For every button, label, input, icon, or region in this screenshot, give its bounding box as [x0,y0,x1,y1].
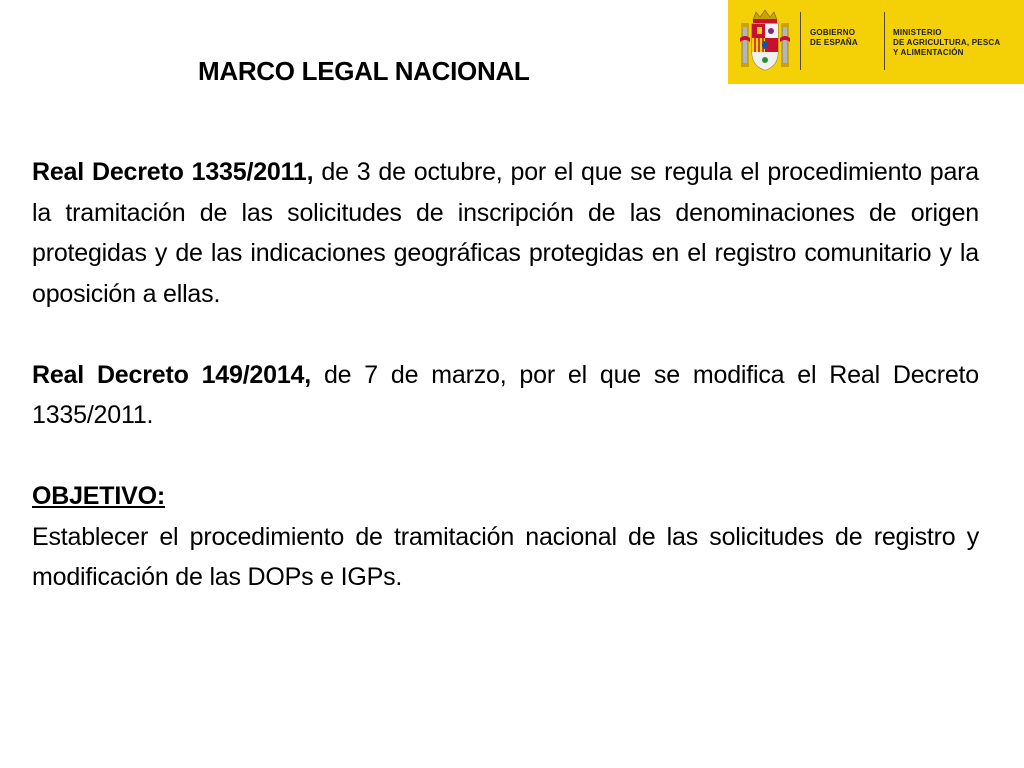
decree-title: Real Decreto 149/2014, [32,360,311,389]
paragraph-spacer [32,436,979,477]
government-logo-banner [728,0,1024,84]
decree-text: de 3 de octubre, por el que se regula el procedimiento para la tramitación de las solicitudes de inscripción de las denominaciones de origen protegidas y de las indicaciones geográficas protegidas en el registro comunitario y la oposición a ellas. [32,158,979,308]
decree-text: de 7 de marzo, por el que se modifica el Real Decreto 1335/2011. [32,360,979,429]
slide-body [32,152,979,598]
decree-paragraph [32,152,979,314]
decree-paragraph [32,355,979,436]
ministry-name: MINISTERIO DE AGRICULTURA, PESCA Y ALIMENTACIÓN [893,28,1001,57]
logo-divider [800,12,801,70]
objective-heading: OBJETIVO: [32,482,165,510]
spanish-coat-of-arms-icon [740,8,790,76]
paragraph-spacer [32,314,979,355]
slide-title: MARCO LEGAL NACIONAL [198,56,530,86]
objective-text: Establecer el procedimiento de tramitación nacional de las solicitudes de registro y modificación de las DOPs e IGPs. [32,522,979,591]
logo-divider [884,12,885,70]
government-name: GOBIERNO DE ESPAÑA [810,28,858,47]
decree-title: Real Decreto 1335/2011, [32,158,314,186]
